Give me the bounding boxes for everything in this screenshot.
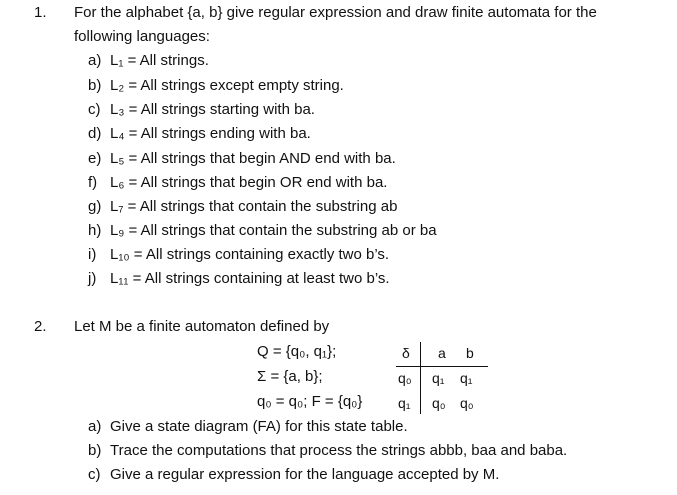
q1-item-label: c) [88, 101, 101, 118]
q1-item-text: L₉ = All strings that contain the substring ab or ba [110, 222, 437, 239]
alphabet-definition: Σ = {a, b}; [257, 368, 323, 385]
q1-item-label: e) [88, 150, 102, 167]
table-horizontal-divider [396, 366, 488, 367]
q1-item-text: L₁ = All strings. [110, 52, 209, 69]
q1-item [88, 150, 396, 167]
q1-item-label: a) [88, 52, 102, 69]
q1-item-text: L₁₁ = All strings containing at least two b’s. [110, 270, 390, 287]
table-cell: q₁ [460, 370, 473, 386]
q1-item-text: L₃ = All strings starting with ba. [110, 101, 315, 118]
q1-item-label: f) [88, 174, 98, 191]
q1-item-text: L₁₀ = All strings containing exactly two b’s. [110, 246, 390, 263]
q1-item [88, 101, 315, 118]
q1-item-text: L₄ = All strings ending with ba. [110, 125, 311, 142]
q2-item-label: c) [88, 466, 101, 483]
q1-item [88, 125, 311, 142]
q1-item-text: L₇ = All strings that contain the substring ab [110, 198, 398, 215]
table-row-state: q₀ [398, 370, 412, 386]
q1-item [88, 222, 437, 239]
q1-item [88, 77, 344, 94]
q2-item-label: a) [88, 418, 102, 435]
q1-item [88, 270, 390, 287]
table-vertical-divider [420, 342, 421, 414]
start-final-definition: q₀ = q₀; F = {q₀} [257, 393, 363, 410]
q2-item [88, 466, 499, 483]
q1-item-label: i) [88, 246, 97, 263]
q2-item-text: Trace the computations that process the strings abbb, baa and baba. [110, 442, 568, 459]
question-1-line-2: following languages: [74, 28, 210, 45]
table-cell: q₀ [460, 395, 474, 411]
q2-item-text: Give a state diagram (FA) for this state table. [110, 418, 408, 435]
q1-item-label: j) [88, 270, 97, 287]
table-header-delta: δ [402, 345, 410, 361]
q1-item-text: L₂ = All strings except empty string. [110, 77, 344, 94]
table-header-b: b [466, 345, 474, 361]
states-definition: Q = {q₀, q₁}; [257, 343, 337, 360]
q1-item [88, 52, 209, 69]
q1-item-label: g) [88, 198, 102, 215]
table-cell: q₁ [432, 370, 445, 386]
q1-item-label: b) [88, 77, 102, 94]
question-2-number: 2. [34, 318, 47, 335]
q1-item [88, 174, 387, 191]
question-1-number: 1. [34, 4, 47, 21]
q2-item [88, 442, 567, 459]
q1-item-label: h) [88, 222, 102, 239]
question-2-intro: Let M be a finite automaton defined by [74, 318, 330, 335]
q1-item [88, 246, 389, 263]
q1-item-text: L₆ = All strings that begin OR end with ba. [110, 174, 388, 191]
table-row-state: q₁ [398, 395, 411, 411]
table-header-a: a [438, 345, 446, 361]
question-1-line-1: For the alphabet {a, b} give regular expression and draw finite automata for the [74, 4, 597, 21]
q2-item-label: b) [88, 442, 102, 459]
q2-item [88, 418, 408, 435]
q1-item-text: L₅ = All strings that begin AND end with ba. [110, 150, 396, 167]
q2-item-text: Give a regular expression for the language accepted by M. [110, 466, 500, 483]
table-cell: q₀ [432, 395, 446, 411]
q1-item-label: d) [88, 125, 102, 142]
q1-item [88, 198, 397, 215]
